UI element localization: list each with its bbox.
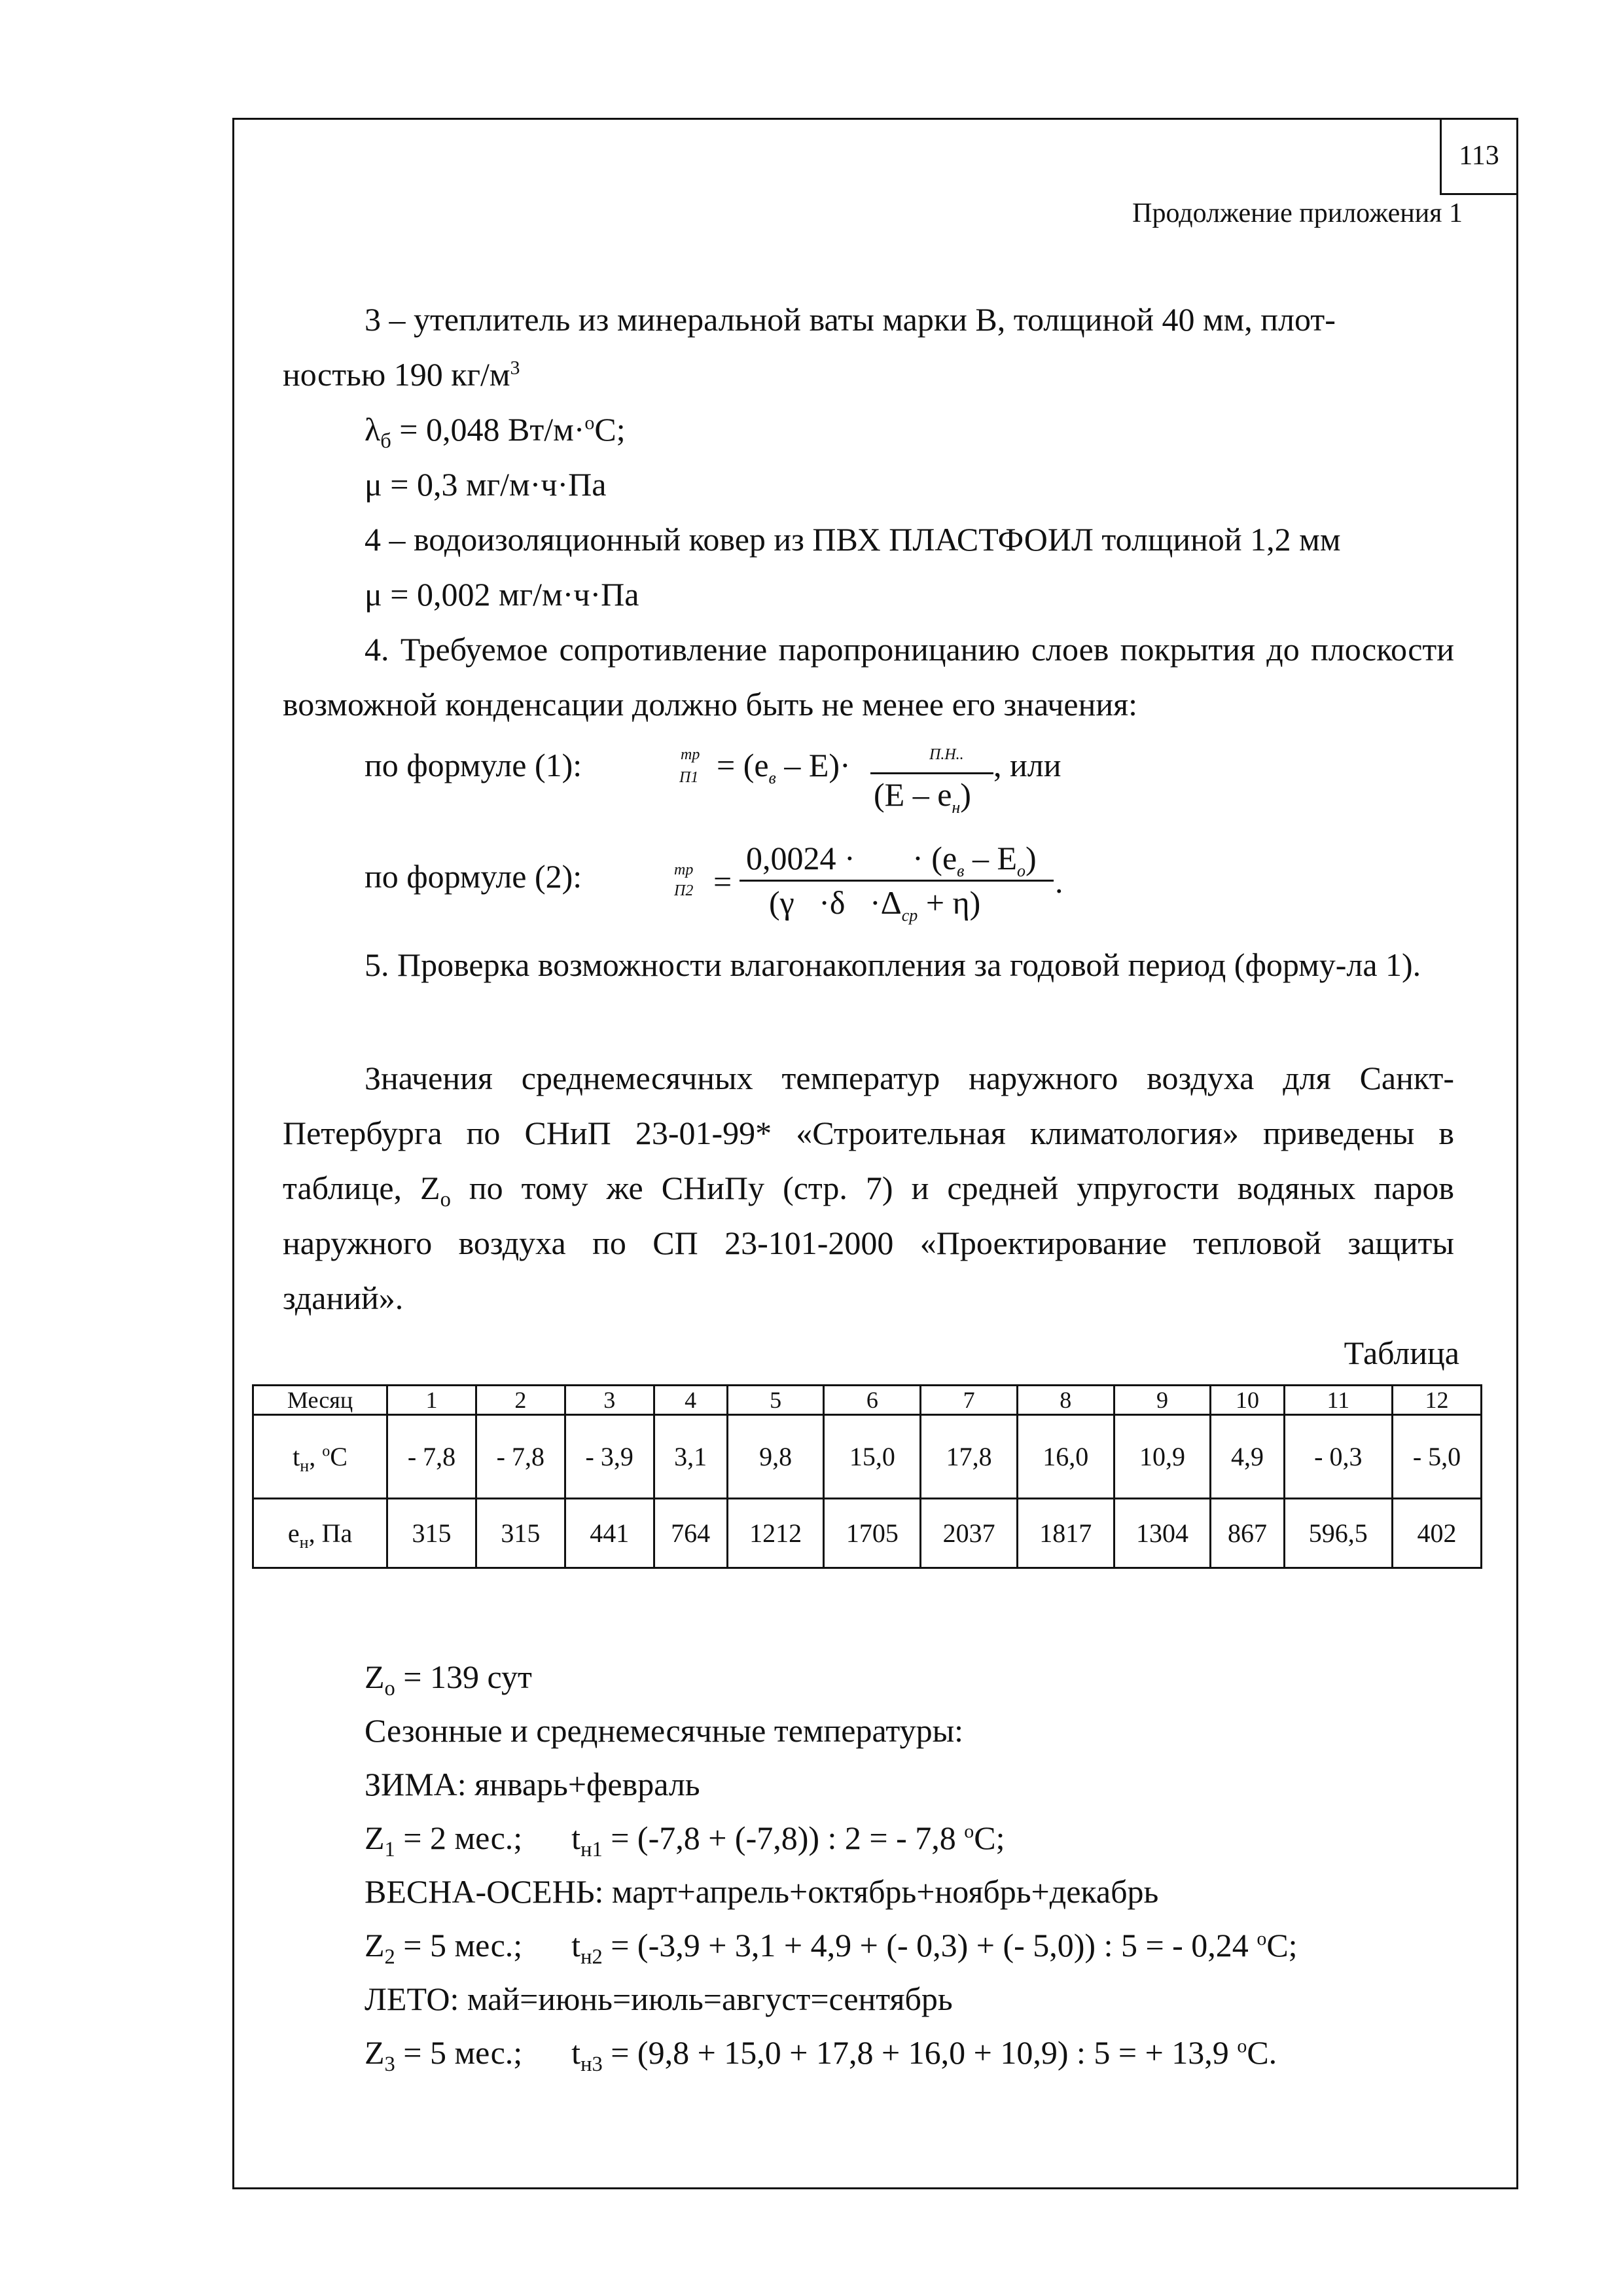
formula2-label: по формуле (2):: [365, 858, 582, 895]
table-cell: - 3,9: [565, 1415, 654, 1499]
month-cell: 4: [654, 1386, 727, 1415]
formula2-eq: =: [713, 863, 732, 900]
table-cell: 1705: [824, 1499, 921, 1568]
month-cell: 7: [921, 1386, 1018, 1415]
formula2-numerator: 0,0024 · · $(е_в - Е_о)$: [746, 840, 1037, 880]
month-cell: 3: [565, 1386, 654, 1415]
table-cell: 441: [565, 1499, 654, 1568]
page-number: 113: [1440, 118, 1518, 195]
table-row-pressure: [253, 1499, 1482, 1568]
formula1-sub: П1: [679, 769, 699, 786]
table-cell: 402: [1393, 1499, 1482, 1568]
mu-line-3: μ = 0,3 мг/м·ч·Па: [365, 466, 607, 503]
formula2-denominator: $(\gamma \cdot\delta \cdot\Delta_{ср} + \eta)$: [769, 884, 981, 925]
table-cell: 2037: [921, 1499, 1018, 1568]
table-cell: 1304: [1114, 1499, 1211, 1568]
table-cell: 17,8: [921, 1415, 1018, 1499]
month-cell: 12: [1393, 1386, 1482, 1415]
table-cell: 315: [387, 1499, 476, 1568]
table-cell: 764: [654, 1499, 727, 1568]
appendix-continuation: Продолжение приложения 1: [1132, 198, 1463, 228]
lambda-line: $\lambda_б = 0,048$ Вт/м·$^o$С;: [365, 411, 626, 453]
table-caption: Таблица: [1344, 1335, 1459, 1371]
formula2-sub: П2: [674, 882, 694, 899]
table-cell: - 7,8: [387, 1415, 476, 1499]
table-cell: - 0,3: [1284, 1415, 1393, 1499]
z3-line: $Z_3 = 5$ мес.; $t_{н3} = (9,8 + 15,0 + 17,8 + 16,0 + 10,9)$ : 5 = + 13,9 $^o$С.: [365, 2034, 1277, 2076]
table-cell: - 7,8: [476, 1415, 565, 1499]
table-cell: 867: [1211, 1499, 1284, 1568]
table-cell: 315: [476, 1499, 565, 1568]
month-cell: 2: [476, 1386, 565, 1415]
table-row-temperature: [253, 1415, 1482, 1499]
spring-autumn-line: ВЕСНА-ОСЕНЬ: март+апрель+октябрь+ноябрь+декабрь: [365, 1873, 1159, 1910]
zo-line: $Z_о = 139$ сут: [365, 1659, 532, 1700]
values-paragraph: Значения среднемесячных температур наружного воздуха для Санкт-Петербурга по СНиП 23-01-99* «Строительная климатология» приведены в таблице, $Z_о$ по тому же СНиПу (стр. 7) и средней упругости водяных паров наружного воздуха по СП 23-101-2000 «Проектирование тепловой защиты зданий».: [283, 1060, 1454, 1316]
formula2-fraction-bar: [740, 880, 1054, 882]
table-cell: 4,9: [1211, 1415, 1284, 1499]
month-cell: 1: [387, 1386, 476, 1415]
formula1-fraction-bar: [870, 772, 993, 774]
month-header: Месяц: [253, 1386, 387, 1415]
table-cell: 10,9: [1114, 1415, 1211, 1499]
summer-line: ЛЕТО: май=июнь=июль=август=сентябрь: [365, 1981, 953, 2017]
winter-line: ЗИМА: январь+февраль: [365, 1766, 700, 1803]
table-cell: - 5,0: [1393, 1415, 1482, 1499]
table-cell: 16,0: [1017, 1415, 1114, 1499]
table-cell: 1817: [1017, 1499, 1114, 1568]
formula1-tail: , или: [993, 747, 1061, 783]
table-cell: 9,8: [727, 1415, 824, 1499]
table-cell: 1212: [727, 1499, 824, 1568]
z2-line: $Z_2 = 5$ мес.; $t_{н2} = (-3,9 + 3,1 + 4,9$ + (- 0,3) + (- 5,0)) : 5 = - 0,24 $^o$С;: [365, 1927, 1298, 1969]
month-cell: 9: [1114, 1386, 1211, 1415]
formula1-denominator: $(Е - е_н)$: [874, 776, 971, 817]
layer3-line2: ностью 190 $кг/м^3$: [283, 356, 520, 393]
table-header-row: [253, 1386, 1482, 1415]
section4-paragraph: 4. Требуемое сопротивление паропроницанию слоев покрытия до плоскости возможной конденсации должно быть не менее его значения:: [283, 631, 1454, 723]
month-cell: 10: [1211, 1386, 1284, 1415]
formula2-tail: .: [1055, 863, 1063, 900]
formula1-label: по формуле (1):: [365, 747, 582, 783]
formula1-sup: тр: [681, 746, 700, 763]
z1-line: $Z_1 = 2$ мес.; $t_{н1} = (-7,8 + (-7,8))$ : 2 = - 7,8 $^o$С;: [365, 1820, 1005, 1861]
pressure-label: $е_н$, Па: [253, 1499, 387, 1568]
section5-paragraph: 5. Проверка возможности влагонакопления за годовой период (форму-ла 1).: [365, 946, 1421, 983]
formula1-numerator: П.Н..: [929, 746, 964, 763]
table-cell: 15,0: [824, 1415, 921, 1499]
table-cell: 596,5: [1284, 1499, 1393, 1568]
month-cell: 6: [824, 1386, 921, 1415]
temperature-table: [252, 1384, 1482, 1569]
temperature-label: $t_н$, $^o$С: [253, 1415, 387, 1499]
seasons-title: Сезонные и среднемесячные температуры:: [365, 1712, 964, 1749]
formula1-lhs: = $(е_в - Е)\cdot$: [717, 747, 851, 787]
mu-line-4: μ = 0,002 мг/м·ч·Па: [365, 576, 639, 613]
layer3-line1: 3 – утеплитель из минеральной ваты марки В, толщиной 40 мм, плот-: [365, 301, 1336, 338]
layer4-line: 4 – водоизоляционный ковер из ПВХ ПЛАСТФОИЛ толщиной 1,2 мм: [365, 521, 1341, 558]
month-cell: 11: [1284, 1386, 1393, 1415]
month-cell: 5: [727, 1386, 824, 1415]
table-cell: 3,1: [654, 1415, 727, 1499]
formula2-sup: тр: [674, 861, 694, 878]
month-cell: 8: [1017, 1386, 1114, 1415]
